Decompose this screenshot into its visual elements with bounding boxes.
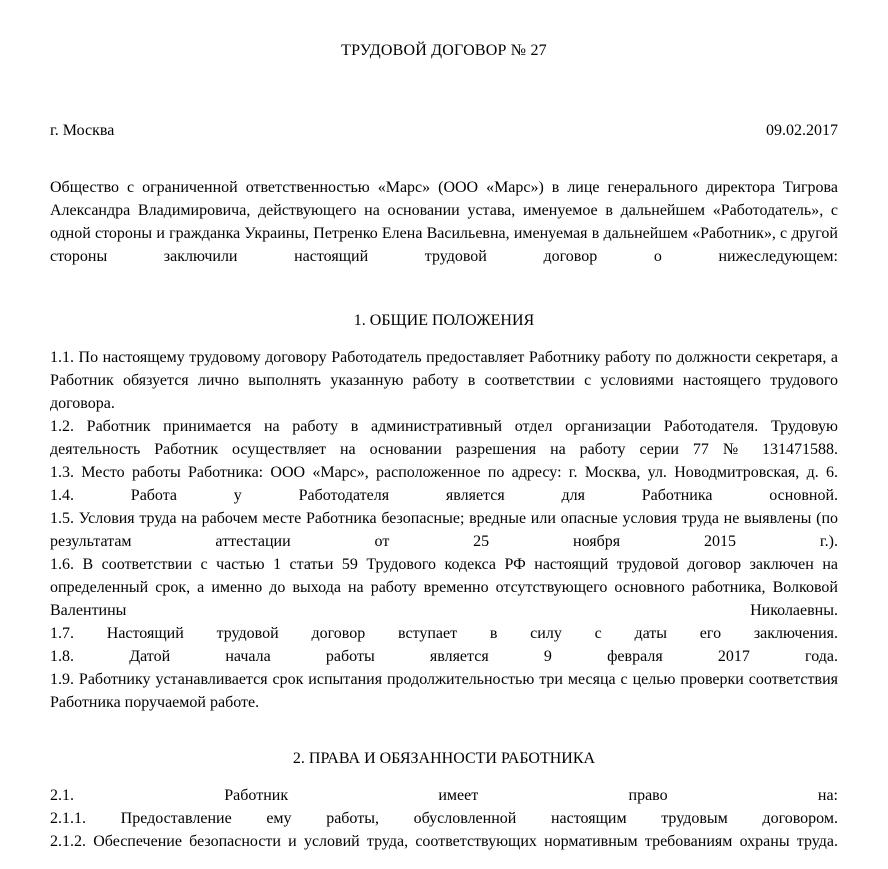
clause-2-1: 2.1. Работник имеет право на: [50, 787, 838, 804]
clause-1-8: 1.8. Датой начала работы является 9 февраля 2017 года. [50, 648, 838, 665]
clause-1-6: 1.6. В соответствии с частью 1 статьи 59 Трудового кодекса РФ настоящий трудовой договор заключен на определенный срок, а именно до выхода на работу временно отсутствующего основного работника, Волковой Валентины Николаевны. [50, 556, 838, 619]
section-heading-2: 2. ПРАВА И ОБЯЗАННОСТИ РАБОТНИКА [292, 750, 596, 767]
document-preamble: Общество с ограниченной ответственностью «Марс» (ООО «Марс») в лице генерального директора Тигрова Александра Владимировича, действующего на основании устава, именуемое в дальнейшем «Работодатель», с одной стороны и гражданка Украины, Петренко Елена Васильевна, именуемая в дальнейшем «Работник», с другой стороны заключили настоящий трудовой договор о нижеследующем: [50, 179, 838, 265]
clause-2-1-1: 2.1.1. Предоставление ему работы, обусловленной настоящим трудовым договором. [50, 810, 838, 827]
clause-1-9: 1.9. Работнику устанавливается срок испытания продолжительностью три месяца с целью проверки соответствия Работника поручаемой работе. [50, 671, 838, 711]
clause-2-1-2: 2.1.2. Обеспечение безопасности и условий труда, соответствующих нормативным требованиям охраны труда. [50, 833, 838, 850]
clause-1-2: 1.2. Работник принимается на работу в административный отдел организации Работодателя. Трудовую деятельность Работник осуществляет на основании разрешения на работу серии 77 № 131471588. [50, 418, 838, 458]
section-heading-1: 1. ОБЩИЕ ПОЛОЖЕНИЯ [353, 312, 535, 329]
clause-1-5: 1.5. Условия труда на рабочем месте Работника безопасные; вредные или опасные условия труда не выявлены (по результатам аттестации от 25 ноября 2015 г.). [50, 510, 838, 550]
document-meta-row [50, 122, 838, 140]
clause-1-1: 1.1. По настоящему трудовому договору Работодатель предоставляет Работнику работу по должности секретаря, а Работник обязуется лично выполнять указанную работу в соответствии с условиями настоящего трудового договора. [50, 349, 838, 412]
document-city: г. Москва [50, 122, 115, 139]
clause-1-3: 1.3. Место работы Работника: ООО «Марс», расположенное по адресу: г. Москва, ул. Новодмитровская, д. 6. [50, 464, 838, 481]
clause-1-4: 1.4. Работа у Работодателя является для Работника основной. [50, 487, 838, 504]
clause-1-7: 1.7. Настоящий трудовой договор вступает в силу с даты его заключения. [50, 625, 838, 642]
document-date: 09.02.2017 [766, 122, 838, 139]
document-title: ТРУДОВОЙ ДОГОВОР № 27 [341, 42, 547, 59]
